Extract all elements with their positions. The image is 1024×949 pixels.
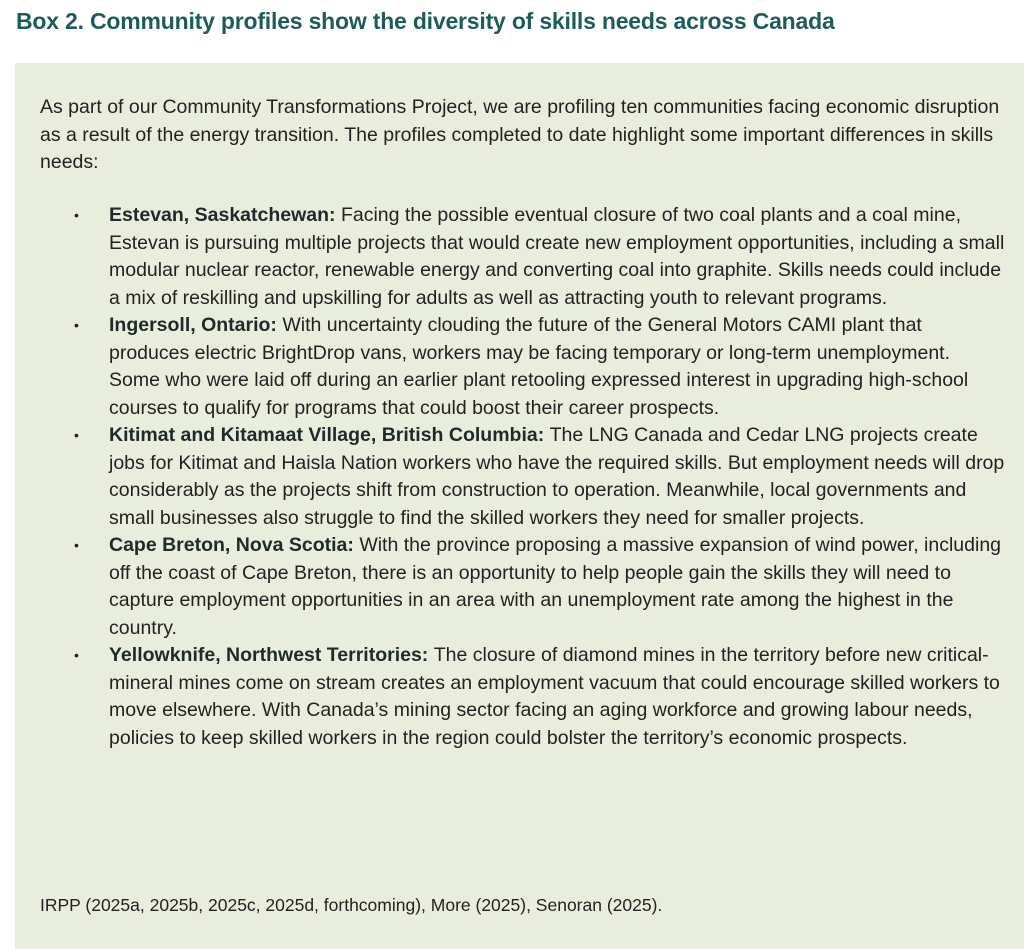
list-item-text: With uncertainty clouding the future of the General Motors CAMI plant that produces electric BrightDrop vans, workers may be facing temporary or long-term unemployment. Some who were laid off during an earlier plant retooling expressed interest in upgrading high-school courses to qualify for programs that could boost their career prospects. [109,314,969,419]
list-item-heading: Cape Breton, Nova Scotia: [109,534,360,556]
bullet-icon: • [74,207,79,223]
list-item-text: The LNG Canada and Cedar LNG projects create jobs for Kitimat and Haisla Nation workers who have the required skills. But employment needs will drop considerably as the projects shift from construction to operation. Meanwhile, local governments and small businesses also struggle to find the skilled workers they need for smaller projects. [109,424,1005,529]
list-item-kitimat [40,422,1005,532]
list-item-text: With the province proposing a massive expansion of wind power, including off the coast of Cape Breton, there is an opportunity to help people gain the skills they will need to capture employment opportunities in an area with an unemployment rate among the highest in the country. [109,534,1002,639]
list-item-text: Facing the possible eventual closure of two coal plants and a coal mine, Estevan is pursuing multiple projects that would create new employment opportunities, including a small modular nuclear reactor, renewable energy and converting coal into graphite. Skills needs could include a mix of reskilling and upskilling for adults as well as attracting youth to relevant programs. [109,204,1005,309]
list-item-cape-breton [40,532,1005,642]
list-item-ingersoll [40,312,1005,422]
list-item-heading: Ingersoll, Ontario: [109,314,283,336]
bullet-icon: • [74,427,79,443]
bullet-icon: • [74,537,79,553]
bullet-icon: • [74,647,79,663]
community-profile-list [40,202,1005,752]
list-item-heading: Estevan, Saskatchewan: [109,204,341,226]
list-item-text: The closure of diamond mines in the territory before new critical-mineral mines come on stream creates an employment vacuum that could encourage skilled workers to move elsewhere. With Canada’s mining sector facing an aging workforce and growing labour needs, policies to keep skilled workers in the region could bolster the territory’s economic prospects. [109,644,1000,749]
bullet-icon: • [74,317,79,333]
box-panel [15,63,1024,949]
source-note: IRPP (2025a, 2025b, 2025c, 2025d, forthcoming), More (2025), Senoran (2025). [40,895,663,915]
box-title: Box 2. Community profiles show the diversity of skills needs across Canada [16,8,835,34]
list-item-estevan [40,202,1005,312]
list-item-heading: Kitimat and Kitamaat Village, British Columbia: [109,424,550,446]
list-item-yellowknife [40,642,1005,752]
intro-paragraph: As part of our Community Transformations Project, we are profiling ten communities facing economic disruption as a result of the energy transition. The profiles completed to date highlight some important differences in skills needs: [40,96,1000,173]
list-item-heading: Yellowknife, Northwest Territories: [109,644,434,666]
